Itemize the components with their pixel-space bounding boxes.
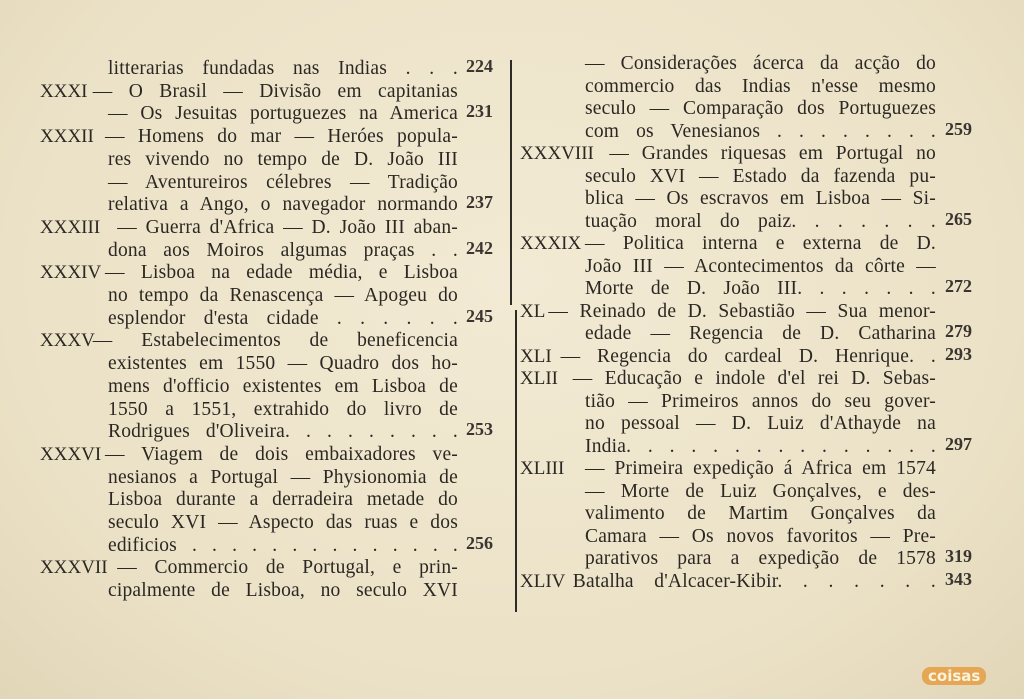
chapter-numeral: XXXII: [40, 126, 94, 148]
toc-entry-line: commercio das Indias n'esse mesmo: [585, 75, 936, 97]
page-number[interactable]: 319: [945, 546, 972, 566]
toc-entry-line: — Estabelecimentos de beneficencia: [92, 330, 458, 352]
toc-entry-line: res vivendo no tempo de D. João III: [108, 148, 458, 170]
toc-entry-line: João III — Acontecimentos da côrte —: [585, 255, 936, 277]
toc-entry-line: seculo XVI — Estado da fazenda pu-: [585, 165, 936, 187]
toc-entry-line: — Os Jesuitas portuguezes na America: [108, 103, 458, 125]
chapter-numeral: XXXIV: [40, 262, 102, 284]
column-divider: [515, 310, 517, 612]
toc-entry-line: — Viagem de dois embaixadores ve-: [105, 443, 458, 465]
page-number[interactable]: 253: [466, 419, 493, 440]
chapter-numeral: XLIII: [520, 458, 565, 479]
chapter-numeral: XLI: [520, 345, 552, 367]
toc-entry-line: seculo — Comparação dos Portuguezes: [585, 98, 936, 119]
chapter-numeral: XLIV: [520, 570, 566, 592]
toc-entry-line: tuação moral do paiz. . . . . . .: [585, 210, 936, 232]
page-number[interactable]: 279: [945, 321, 972, 341]
toc-entry-line: — Aventureiros célebres — Tradição: [108, 171, 458, 193]
toc-entry-line: — Commercio de Portugal, e prin-: [117, 557, 458, 579]
page-number[interactable]: 224: [466, 56, 493, 76]
toc-entry-line: — Homens do mar — Heróes popula-: [105, 126, 458, 148]
page-number[interactable]: 272: [945, 276, 972, 296]
toc-entry-line: edade — Regencia de D. Catharina: [585, 323, 936, 344]
toc-entry-line: mens d'officio existentes em Lisboa de: [108, 375, 458, 397]
toc-entry-line: no tempo da Renascença — Apogeu do: [108, 285, 458, 306]
chapter-numeral: XL: [520, 300, 546, 322]
page-number[interactable]: 245: [466, 305, 493, 326]
page-number[interactable]: 343: [945, 568, 972, 589]
chapter-numeral: XXXIX: [520, 233, 582, 254]
toc-entry-line: Lisboa durante a derradeira metade do: [108, 489, 458, 511]
chapter-numeral: XXXVIII: [520, 143, 594, 164]
toc-entry-line: India. . . . . . . . . . . . . . .: [585, 435, 936, 457]
page-number[interactable]: 256: [466, 532, 493, 553]
page-number[interactable]: 259: [945, 118, 972, 139]
toc-entry-line: parativos para a expedição de 1578: [585, 548, 936, 569]
toc-entry-line: Batalha d'Alcacer-Kibir. . . . . . .: [572, 570, 936, 592]
page-number[interactable]: 297: [945, 433, 972, 454]
toc-entry-line: relativa a Ango, o navegador normando: [108, 194, 458, 216]
page-number[interactable]: 237: [466, 192, 493, 213]
toc-entry-line: nesianos a Portugal — Physionomia de: [108, 466, 458, 488]
chapter-numeral: XXXI: [40, 80, 88, 102]
column-divider: [510, 60, 512, 305]
toc-entry-line: com os Venesianos . . . . . . . .: [585, 120, 936, 142]
toc-entry-line: tião — Primeiros annos do seu gover-: [585, 390, 936, 412]
page-number[interactable]: 293: [945, 343, 972, 364]
toc-entry-line: esplendor d'esta cidade . . . . . .: [108, 307, 458, 329]
toc-entry-line: — Educação e indole d'el rei D. Sebas-: [572, 368, 936, 389]
toc-entry-line: dona aos Moiros algumas praças . .: [108, 239, 458, 261]
toc-entry-line: — Regencia do cardeal D. Henrique. .: [560, 345, 936, 367]
toc-entry-line: — Lisboa na edade média, e Lisboa: [105, 262, 458, 284]
page-number[interactable]: 265: [945, 208, 972, 229]
page-number[interactable]: 242: [466, 237, 493, 258]
toc-entry-line: Camara — Os novos favoritos — Pre-: [585, 525, 936, 547]
toc-entry-line: — Morte de Luiz Gonçalves, e des-: [585, 480, 936, 502]
toc-entry-line: Morte de D. João III. . . . . . .: [585, 278, 936, 299]
watermark-logo: coisas: [922, 667, 986, 685]
toc-entry-line: no pessoal — D. Luiz d'Athayde na: [585, 413, 936, 434]
chapter-numeral: XXXIII: [40, 216, 101, 238]
chapter-numeral: XXXV: [40, 330, 95, 352]
chapter-numeral: XLII: [520, 368, 558, 389]
toc-entry-line: — Considerações ácerca da acção do: [585, 53, 936, 74]
toc-entry-line: valimento de Martim Gonçalves da: [585, 503, 936, 524]
page-number[interactable]: 231: [466, 101, 493, 122]
toc-entry-line: — Grandes riquesas em Portugal no: [609, 143, 936, 164]
toc-entry-line: — Reinado de D. Sebastião — Sua menor-: [548, 300, 936, 322]
toc-entry-line: 1550 a 1551, extrahido do livro de: [108, 398, 458, 420]
toc-entry-line: — Primeira expedição á Africa em 1574: [585, 458, 936, 479]
toc-entry-line: litterarias fundadas nas Indias . . .: [108, 58, 458, 79]
chapter-numeral: XXXVII: [40, 557, 108, 579]
toc-entry-line: — Politica interna e externa de D.: [585, 233, 936, 254]
toc-entry-line: — Guerra d'Africa — D. João III aban-: [117, 216, 458, 238]
toc-entry-line: — O Brasil — Divisão em capitanias: [92, 80, 458, 102]
toc-entry-line: seculo XVI — Aspecto das ruas e dos: [108, 512, 458, 533]
toc-entry-line: existentes em 1550 — Quadro dos ho-: [108, 353, 458, 375]
toc-entry-line: edificios . . . . . . . . . . . . . .: [108, 534, 458, 556]
toc-entry-line: cipalmente de Lisboa, no seculo XVI: [108, 580, 458, 602]
chapter-numeral: XXXVI: [40, 443, 102, 465]
toc-entry-line: Rodrigues d'Oliveira. . . . . . . . .: [108, 421, 458, 443]
toc-entry-line: blica — Os escravos em Lisboa — Si-: [585, 188, 936, 209]
